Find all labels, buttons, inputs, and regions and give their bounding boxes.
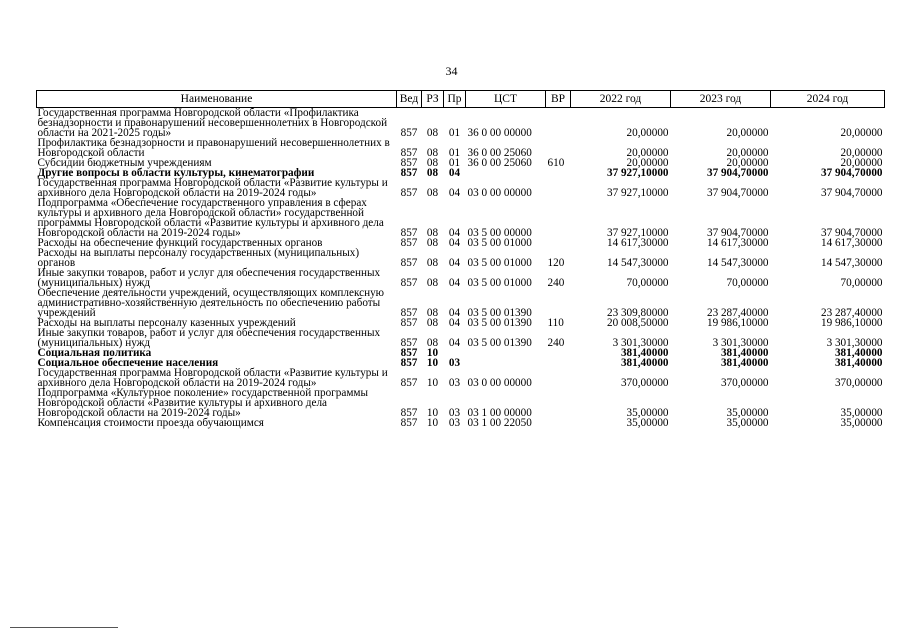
row-rz: 08 (426, 307, 439, 319)
row-vr (546, 418, 571, 428)
row-ved: 857 (400, 257, 418, 269)
row-vr (546, 108, 571, 139)
row-amount-2022: 20,00000 (626, 147, 669, 159)
row-amount-2022: 35,00000 (626, 407, 669, 419)
row-amount-2023: 19 986,10000 (706, 317, 769, 329)
row-pr: 04 (448, 227, 461, 239)
row-amount-2023: 23 287,40000 (706, 307, 769, 319)
row-name: Социальная политика (37, 347, 152, 359)
row-name: Расходы на выплаты персоналу казенных учреждений (37, 317, 296, 329)
row-cst: 03 5 00 00000 (467, 227, 532, 239)
row-vr: 240 (547, 337, 565, 349)
row-vr (546, 238, 571, 248)
row-amount-2024: 23 287,40000 (820, 307, 883, 319)
row-cst: 03 5 00 01000 (467, 277, 532, 289)
row-amount-2022: 3 301,30000 (612, 337, 669, 349)
row-amount-2024: 14 547,30000 (820, 257, 883, 269)
row-rz: 08 (426, 127, 439, 139)
row-amount-2023: 20,00000 (726, 147, 769, 159)
row-amount-2023: 14 617,30000 (706, 237, 769, 249)
row-rz: 08 (426, 237, 439, 249)
row-pr: 04 (448, 257, 461, 269)
row-pr: 04 (448, 237, 461, 249)
row-name: Подпрограмма «Обеспечение государственного управления в сферах культуры и архивного дела Новгородской области» государственной программы Новгородской области «Развитие культуры и архивного дела Новгородской области на 2019-2024 годы» (37, 197, 384, 239)
row-amount-2023: 35,00000 (726, 407, 769, 419)
row-pr: 03 (448, 377, 461, 389)
row-name: Государственная программа Новгородской области «Развитие культуры и архивного дела Новгородской области на 2019-2024 годы» (37, 177, 388, 199)
row-name: Обеспечение деятельности учреждений, осуществляющих комплексную административно-хозяйственную деятельность по обеспечению работы учреждений (37, 287, 385, 319)
row-rz: 10 (426, 347, 439, 359)
row-amount-2023: 381,40000 (720, 357, 769, 369)
table-row (37, 248, 885, 268)
row-amount-2024: 3 301,30000 (826, 337, 883, 349)
row-cst: 36 0 00 00000 (467, 127, 532, 139)
row-amount-2022: 381,40000 (620, 347, 669, 359)
row-amount-2024: 20,00000 (840, 127, 883, 139)
row-amount-2024: 381,40000 (834, 347, 883, 359)
row-vr (546, 368, 571, 388)
row-vr: 610 (547, 157, 565, 169)
row-pr: 01 (448, 127, 461, 139)
row-pr: 04 (448, 187, 461, 199)
row-rz: 08 (426, 167, 439, 179)
row-name: Государственная программа Новгородской области «Профилактика безнадзорности и правонарушений несовершеннолетних в Новгородской области на 2021-2025 годы» (37, 107, 388, 139)
header-name: Наименование (37, 91, 397, 108)
row-amount-2024: 19 986,10000 (820, 317, 883, 329)
header-2023: 2023 год (671, 91, 771, 108)
row-rz: 08 (426, 277, 439, 289)
table-row (37, 198, 885, 238)
row-amount-2022: 370,00000 (620, 377, 669, 389)
table-row (37, 178, 885, 198)
row-pr: 04 (448, 317, 461, 329)
row-vr: 110 (547, 317, 564, 329)
row-rz: 10 (426, 377, 439, 389)
row-rz: 10 (426, 357, 439, 369)
row-amount-2023: 37 904,70000 (706, 167, 769, 179)
row-rz: 08 (426, 257, 439, 269)
row-ved: 857 (400, 277, 418, 289)
row-amount-2022: 23 309,80000 (606, 307, 669, 319)
header-cst: ЦСТ (466, 91, 546, 108)
row-amount-2022: 14 547,30000 (606, 257, 669, 269)
row-ved: 857 (400, 167, 418, 179)
table-row (37, 288, 885, 318)
row-ved: 857 (400, 147, 418, 159)
row-cst: 03 5 00 01390 (467, 307, 532, 319)
row-vr (546, 168, 571, 178)
row-amount-2023: 35,00000 (726, 417, 769, 429)
table-row (37, 138, 885, 158)
row-rz: 10 (426, 407, 439, 419)
row-name: Расходы на выплаты персоналу государственных (муниципальных) органов (37, 247, 360, 269)
row-vr (546, 348, 571, 358)
row-rz: 08 (426, 147, 439, 159)
table-row (37, 418, 885, 428)
table-row (37, 268, 885, 288)
row-amount-2024: 37 904,70000 (820, 227, 883, 239)
row-pr: 04 (448, 277, 461, 289)
row-cst: 03 0 00 00000 (467, 377, 532, 389)
row-amount-2022: 37 927,10000 (606, 227, 669, 239)
row-amount-2024: 37 904,70000 (820, 167, 883, 179)
row-vr (546, 198, 571, 238)
row-amount-2022: 70,00000 (626, 277, 669, 289)
row-amount-2023: 70,00000 (726, 277, 769, 289)
row-amount-2024: 370,00000 (834, 377, 883, 389)
row-pr: 03 (448, 357, 461, 369)
row-ved: 857 (400, 407, 418, 419)
row-cst (466, 168, 546, 178)
row-name: Государственная программа Новгородской области «Развитие культуры и архивного дела Новгородской области на 2019-2024 годы» (37, 367, 388, 389)
row-name: Другие вопросы в области культуры, кинематографии (37, 167, 315, 179)
row-amount-2024: 70,00000 (840, 277, 883, 289)
row-vr (546, 178, 571, 198)
row-name: Иные закупки товаров, работ и услуг для обеспечения государственных (муниципальных) нужд (37, 267, 381, 289)
row-name: Расходы на обеспечение функций государственных органов (37, 237, 323, 249)
row-vr: 120 (547, 257, 565, 269)
header-pr: Пр (444, 91, 466, 108)
row-ved: 857 (400, 307, 418, 319)
row-vr (546, 358, 571, 368)
row-amount-2022: 20,00000 (626, 157, 669, 169)
header-2022: 2022 год (571, 91, 671, 108)
row-cst: 03 5 00 01390 (467, 337, 532, 349)
row-amount-2023: 20,00000 (726, 157, 769, 169)
row-amount-2023: 20,00000 (726, 127, 769, 139)
row-cst: 03 5 00 01000 (467, 257, 532, 269)
row-ved: 857 (400, 337, 418, 349)
row-ved: 857 (400, 417, 418, 429)
row-rz: 08 (426, 227, 439, 239)
header-2024: 2024 год (771, 91, 885, 108)
row-cst: 36 0 00 25060 (467, 147, 532, 159)
row-name: Подпрограмма «Культурное поколение» государственной программы Новгородской области «Развитие культуры и архивного дела Новгородской области на 2019-2024 годы» (37, 387, 368, 419)
page-number: 34 (445, 64, 458, 78)
row-amount-2024: 14 617,30000 (820, 237, 883, 249)
row-pr: 01 (448, 157, 461, 169)
row-cst: 03 1 00 00000 (467, 407, 532, 419)
row-pr: 01 (448, 147, 461, 159)
header-rz: РЗ (422, 91, 444, 108)
header-ved: Вед (397, 91, 422, 108)
row-amount-2023: 37 904,70000 (706, 227, 769, 239)
row-rz: 08 (426, 317, 439, 329)
footnote-divider (10, 627, 118, 628)
table-header-row (37, 91, 885, 108)
header-vr: ВР (546, 91, 571, 108)
row-amount-2022: 37 927,10000 (606, 167, 669, 179)
row-amount-2023: 381,40000 (720, 347, 769, 359)
row-amount-2023: 37 904,70000 (706, 187, 769, 199)
row-ved: 857 (400, 157, 418, 169)
row-amount-2024: 20,00000 (840, 157, 883, 169)
row-amount-2022: 20,00000 (626, 127, 669, 139)
table-row (37, 368, 885, 388)
row-pr: 04 (448, 307, 461, 319)
row-cst: 03 1 00 22050 (467, 417, 532, 429)
row-pr: 03 (448, 417, 461, 429)
row-amount-2022: 20 008,50000 (606, 317, 669, 329)
row-amount-2022: 37 927,10000 (606, 187, 669, 199)
row-ved: 857 (400, 357, 418, 369)
row-amount-2022: 35,00000 (626, 417, 669, 429)
row-name: Профилактика безнадзорности и правонарушений несовершеннолетних в Новгородской области (37, 137, 390, 159)
row-amount-2024: 35,00000 (840, 407, 883, 419)
row-rz: 08 (426, 187, 439, 199)
row-name: Социальное обеспечение населения (37, 357, 219, 369)
row-amount-2022: 381,40000 (620, 357, 669, 369)
row-rz: 10 (426, 417, 439, 429)
row-vr (546, 288, 571, 318)
row-vr (546, 138, 571, 158)
table-row (37, 388, 885, 418)
budget-table (36, 90, 885, 428)
row-ved: 857 (400, 237, 418, 249)
row-ved: 857 (400, 227, 418, 239)
row-cst: 03 5 00 01390 (467, 317, 532, 329)
row-pr: 03 (448, 407, 461, 419)
row-cst: 03 5 00 01000 (467, 237, 532, 249)
row-cst (466, 348, 546, 358)
row-rz: 08 (426, 337, 439, 349)
row-ved: 857 (400, 187, 418, 199)
row-amount-2024: 37 904,70000 (820, 187, 883, 199)
row-rz: 08 (426, 157, 439, 169)
row-amount-2022: 14 617,30000 (606, 237, 669, 249)
row-amount-2024: 35,00000 (840, 417, 883, 429)
row-vr (546, 388, 571, 418)
row-amount-2023: 14 547,30000 (706, 257, 769, 269)
row-cst: 36 0 00 25060 (467, 157, 532, 169)
table-row (37, 108, 885, 139)
row-ved: 857 (400, 317, 418, 329)
row-amount-2024: 381,40000 (834, 357, 883, 369)
row-ved: 857 (400, 347, 418, 359)
row-amount-2023: 370,00000 (720, 377, 769, 389)
table-row (37, 328, 885, 348)
row-name: Субсидии бюджетным учреждениям (37, 157, 212, 169)
row-amount-2023: 3 301,30000 (712, 337, 769, 349)
row-ved: 857 (400, 127, 418, 139)
row-amount-2024: 20,00000 (840, 147, 883, 159)
row-pr: 04 (448, 167, 461, 179)
row-pr: 04 (448, 337, 461, 349)
row-name: Компенсация стоимости проезда обучающимся (37, 417, 264, 429)
row-name: Иные закупки товаров, работ и услуг для обеспечения государственных (муниципальных) нужд (37, 327, 381, 349)
row-vr: 240 (547, 277, 565, 289)
row-cst (466, 358, 546, 368)
row-cst: 03 0 00 00000 (467, 187, 532, 199)
row-ved: 857 (400, 377, 418, 389)
